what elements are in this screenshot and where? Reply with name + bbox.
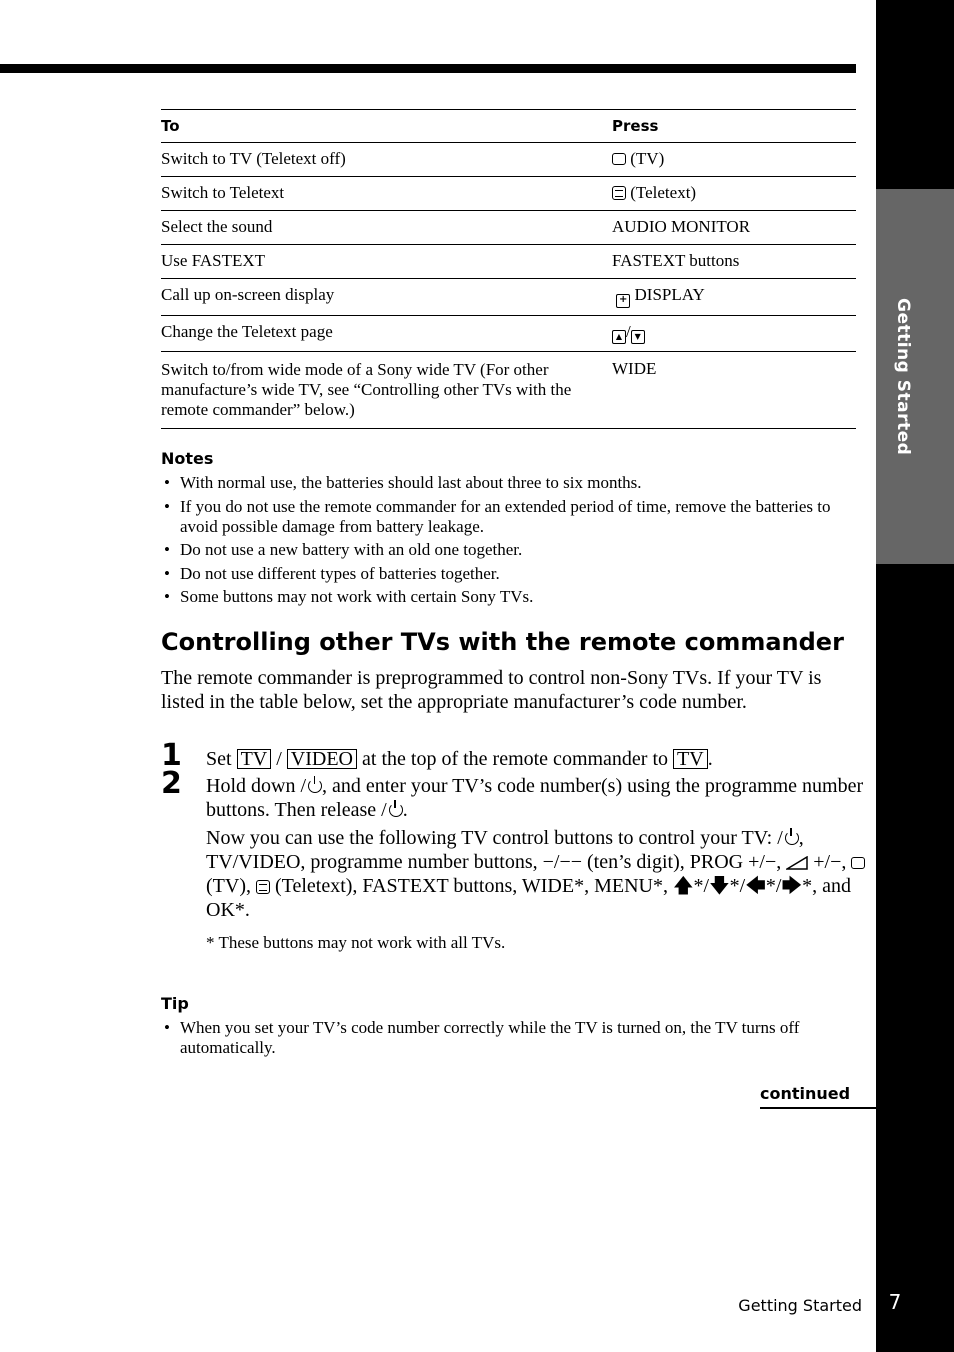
arrow-down-icon: 🡇: [709, 875, 730, 897]
table-row: [161, 177, 856, 211]
table-row: [161, 352, 856, 429]
power-icon: [785, 831, 799, 845]
row-to: Switch to TV (Teletext off): [161, 149, 346, 168]
table-row: [161, 143, 856, 177]
display-icon: +: [616, 294, 630, 308]
header-press: Press: [612, 117, 659, 135]
row-to: Switch to/from wide mode of a Sony wide TV (For other manufacture’s wide TV, see “Controlling other TVs with the remote commander” below.): [161, 360, 572, 419]
tip-heading: Tip: [161, 994, 189, 1013]
tv-icon: [612, 153, 626, 165]
row-press: (Teletext): [612, 177, 856, 210]
notes-heading: Notes: [161, 449, 214, 468]
continued-rule: [760, 1107, 876, 1109]
row-press: WIDE: [612, 359, 657, 378]
step-number-2: 2: [161, 766, 182, 801]
volume-icon: [786, 856, 808, 870]
tv-icon: [851, 857, 865, 869]
list-item: • With normal use, the batteries should last about three to six months.: [161, 473, 856, 493]
step-2-controls-text: Now you can use the following TV control buttons to control your TV: / , TV/VIDEO, programme number buttons, −/−− (ten’s digit), PROG +/−, +/−, (TV), (Teletext), FASTEXT buttons, WIDE*, MENU*, 🡅*/🡇*/🡄*/🡆*, and OK*.: [206, 826, 866, 922]
row-to: Change the Teletext page: [161, 322, 333, 341]
step-number-1: 1: [161, 738, 182, 773]
page-up-icon: ▲: [612, 330, 626, 344]
list-item: • Do not use a new battery with an old one together.: [161, 540, 856, 560]
section-intro: The remote commander is preprogrammed to control non-Sony TVs. If your TV is listed in the table below, set the appropriate manufacturer’s code number.: [161, 667, 822, 713]
table-row: [161, 245, 856, 279]
tv-switch-label: TV: [237, 749, 272, 769]
footer-section-label: Getting Started: [738, 1296, 862, 1315]
notes-list: [161, 473, 856, 611]
row-to: Call up on-screen display: [161, 285, 335, 304]
table-row: [161, 279, 856, 316]
list-item: • If you do not use the remote commander for an extended period of time, remove the batteries to avoid possible damage from battery leakage.: [161, 497, 856, 537]
table-header-row: [161, 110, 856, 143]
row-to: Use FASTEXT: [161, 251, 266, 270]
row-to: Switch to Teletext: [161, 183, 285, 202]
section-tab-label: Getting Started: [893, 297, 913, 456]
teletext-icon: [256, 880, 270, 894]
row-press: FASTEXT buttons: [612, 251, 740, 270]
tv-switch-label: TV: [673, 749, 708, 769]
tip-list: [161, 1018, 856, 1062]
continued-label: continued: [760, 1084, 851, 1103]
teletext-icon: [612, 186, 626, 200]
arrow-right-icon: 🡆: [781, 875, 803, 897]
row-press: ▲ / ▼: [612, 316, 856, 351]
list-item: • When you set your TV’s code number correctly while the TV is turned on, the TV turns off automatically.: [161, 1018, 856, 1058]
section-title: Controlling other TVs with the remote commander: [161, 628, 844, 656]
power-icon: [389, 803, 403, 817]
list-item: • Do not use different types of batteries together.: [161, 564, 856, 584]
footnote: * These buttons may not work with all TVs.: [206, 933, 506, 952]
page-down-icon: ▼: [631, 330, 645, 344]
arrow-up-icon: 🡅: [672, 875, 694, 897]
table-row: [161, 316, 856, 352]
row-press: (TV): [612, 143, 856, 176]
arrow-left-icon: 🡄: [745, 875, 766, 897]
list-item: • Some buttons may not work with certain Sony TVs.: [161, 587, 856, 607]
top-rule: [0, 64, 856, 73]
page-number: 7: [888, 1290, 902, 1314]
step-2-text: Hold down / , and enter your TV’s code number(s) using the programme number buttons. Then release / .: [206, 775, 864, 821]
step-1-text: Set TV / VIDEO at the top of the remote commander to TV .: [206, 748, 713, 770]
button-function-table: [161, 109, 856, 429]
row-press: + DISPLAY: [612, 279, 856, 315]
power-icon: [308, 779, 322, 793]
table-row: [161, 211, 856, 245]
video-switch-label: VIDEO: [287, 749, 357, 769]
row-press: AUDIO MONITOR: [612, 217, 751, 236]
row-to: Select the sound: [161, 217, 273, 236]
header-to: To: [161, 117, 180, 135]
